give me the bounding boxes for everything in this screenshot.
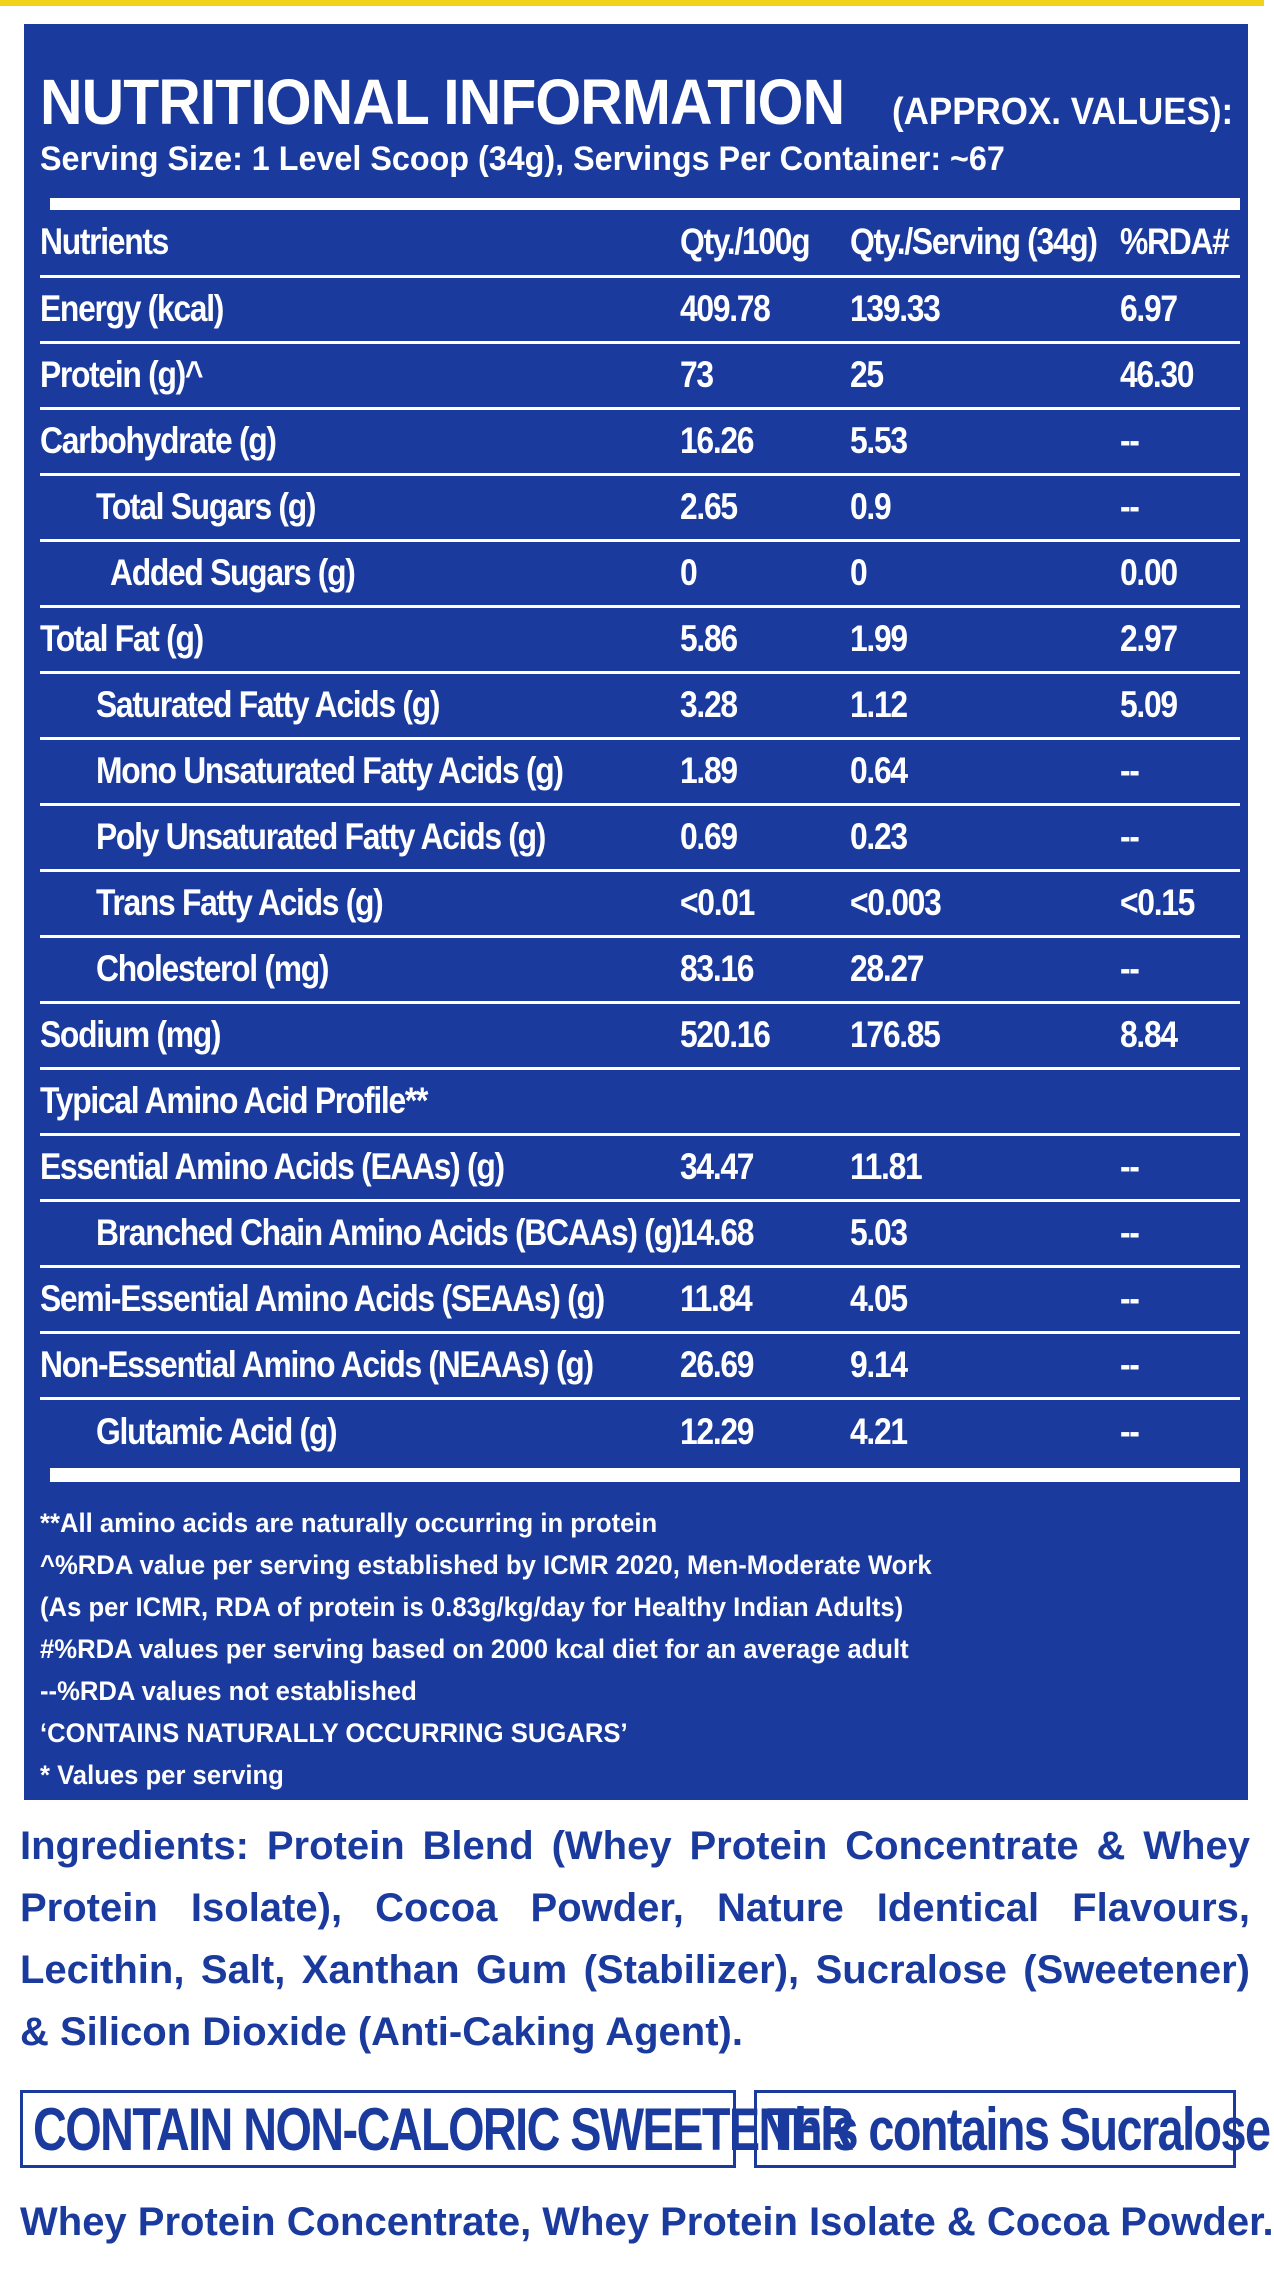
nutrient-name: Mono Unsaturated Fatty Acids (g)	[40, 738, 680, 804]
qty-per-100g: 0.69	[680, 804, 850, 870]
nutrient-name: Added Sugars (g)	[40, 540, 680, 606]
table-bottom-divider	[50, 1468, 1240, 1482]
qty-per-serving: 176.85	[850, 1002, 1120, 1068]
nutrient-name: Energy (kcal)	[40, 276, 680, 342]
nutrient-name: Typical Amino Acid Profile**	[40, 1068, 680, 1134]
rda-value: 0.00	[1120, 540, 1240, 606]
table-row	[40, 540, 1240, 606]
header-rda: %RDA#	[1120, 210, 1240, 276]
rda-value: 46.30	[1120, 342, 1240, 408]
serving-size-line: Serving Size: 1 Level Scoop (34g), Servings Per Container: ~67	[40, 140, 1005, 178]
table-row	[40, 738, 1240, 804]
qty-per-serving: 0.64	[850, 738, 1120, 804]
ingredients-text: Protein Blend (Whey Protein Concentrate & Whey Protein Isolate), Cocoa Powder, Nature Identical Flavours, Lecithin, Salt, Xanthan Gum (Stabilizer), Sucralose (Sweetener) & Silicon Dioxide (Anti-Caking Agent).	[20, 1824, 1250, 2054]
qty-per-100g: 83.16	[680, 936, 850, 1002]
qty-per-100g: 0	[680, 540, 850, 606]
nutrient-name: Essential Amino Acids (EAAs) (g)	[40, 1134, 680, 1200]
qty-per-100g: 12.29	[680, 1410, 754, 1452]
qty-per-100g: <0.01	[680, 870, 850, 936]
rda-value: --	[1120, 474, 1240, 540]
table-row	[40, 1200, 1240, 1266]
header-divider	[50, 198, 1240, 210]
table-row	[40, 936, 1240, 1002]
table-header-row	[40, 210, 1240, 276]
table-row	[40, 276, 1240, 342]
qty-per-100g	[680, 1068, 850, 1134]
title-subtitle: (APPROX. VALUES):	[892, 91, 1234, 133]
top-accent-strip	[0, 0, 1264, 6]
page-title: NUTRITIONAL INFORMATION	[40, 66, 845, 138]
header-qty-serving: Qty./Serving (34g)	[850, 210, 1120, 276]
qty-per-100g: 34.47	[680, 1134, 850, 1200]
qty-per-serving: 5.03	[850, 1200, 1120, 1266]
table-row	[40, 342, 1240, 408]
table-row	[40, 1134, 1240, 1200]
rda-value: --	[1120, 1332, 1240, 1398]
qty-per-serving: 1.99	[850, 606, 1120, 672]
header-qty-100g: Qty./100g	[680, 210, 850, 276]
footnotes	[40, 1502, 1232, 1796]
nutrient-name: Glutamic Acid (g)	[96, 1410, 337, 1452]
nutrient-name: Branched Chain Amino Acids (BCAAs) (g)	[40, 1200, 680, 1266]
footnote: (As per ICMR, RDA of protein is 0.83g/kg/day for Healthy Indian Adults)	[40, 1592, 904, 1622]
table-row	[40, 474, 1240, 540]
nutrient-name: Cholesterol (mg)	[40, 936, 680, 1002]
nutrient-name: Sodium (mg)	[40, 1002, 680, 1068]
rda-value: --	[1120, 1134, 1240, 1200]
rda-value: --	[1120, 738, 1240, 804]
nutrient-name: Protein (g)^	[40, 342, 680, 408]
rda-value: 8.84	[1120, 1002, 1240, 1068]
qty-per-serving: 1.12	[850, 672, 1120, 738]
rda-value: --	[1120, 1200, 1240, 1266]
rda-value: 2.97	[1120, 606, 1240, 672]
table-row	[40, 1398, 1240, 1464]
table-row	[40, 408, 1240, 474]
header-nutrients: Nutrients	[40, 210, 680, 276]
qty-per-serving: 4.05	[850, 1266, 1120, 1332]
nutrition-table	[40, 210, 1240, 1464]
table-row	[40, 606, 1240, 672]
title-row	[40, 44, 1234, 138]
sucralose-box: This contains Sucralose	[754, 2090, 1236, 2168]
qty-per-100g: 26.69	[680, 1332, 850, 1398]
qty-per-100g: 520.16	[680, 1002, 850, 1068]
rda-value: <0.15	[1120, 870, 1240, 936]
nutrient-name: Saturated Fatty Acids (g)	[40, 672, 680, 738]
footnote: * Values per serving	[40, 1760, 284, 1790]
qty-per-serving: 4.21	[850, 1410, 907, 1452]
qty-per-100g: 409.78	[680, 276, 850, 342]
qty-per-100g: 2.65	[680, 474, 850, 540]
qty-per-serving: <0.003	[850, 870, 1120, 936]
table-row	[40, 804, 1240, 870]
qty-per-serving: 139.33	[850, 276, 1120, 342]
rda-value: --	[1120, 1266, 1240, 1332]
qty-per-serving: 11.81	[850, 1134, 1120, 1200]
qty-per-100g: 11.84	[680, 1266, 850, 1332]
nutrition-panel	[24, 24, 1248, 1800]
qty-per-serving: 9.14	[850, 1332, 1120, 1398]
footnote: ‘CONTAINS NATURALLY OCCURRING SUGARS’	[40, 1718, 628, 1748]
rda-value: --	[1120, 408, 1240, 474]
footnote: --%RDA values not established	[40, 1676, 417, 1706]
qty-per-100g: 14.68	[680, 1200, 850, 1266]
qty-per-serving: 5.53	[850, 408, 1120, 474]
qty-per-serving	[850, 1068, 1120, 1134]
rda-value	[1120, 1068, 1240, 1134]
rda-value: 5.09	[1120, 672, 1240, 738]
table-row	[40, 1332, 1240, 1398]
qty-per-serving: 0.9	[850, 474, 1120, 540]
rda-value: 6.97	[1120, 276, 1240, 342]
footnote: #%RDA values per serving based on 2000 kcal diet for an average adult	[40, 1634, 909, 1664]
qty-per-serving: 0	[850, 540, 1120, 606]
qty-per-100g: 1.89	[680, 738, 850, 804]
qty-per-100g: 3.28	[680, 672, 850, 738]
qty-per-serving: 25	[850, 342, 1120, 408]
nutrient-name: Total Fat (g)	[40, 606, 680, 672]
qty-per-100g: 5.86	[680, 606, 850, 672]
rda-value: --	[1120, 804, 1240, 870]
nutrient-name: Non-Essential Amino Acids (NEAAs) (g)	[40, 1332, 680, 1398]
sweetener-notices	[20, 2090, 1270, 2168]
ingredients-label: Ingredients:	[20, 1824, 249, 1868]
nutrient-name: Trans Fatty Acids (g)	[40, 870, 680, 936]
nutrient-name: Semi-Essential Amino Acids (SEAAs) (g)	[40, 1266, 680, 1332]
footnote: ^%RDA value per serving established by ICMR 2020, Men-Moderate Work	[40, 1550, 932, 1580]
qty-per-serving: 0.23	[850, 804, 1120, 870]
footer-text: Whey Protein Concentrate, Whey Protein Isolate & Cocoa Powder.	[20, 2200, 1274, 2244]
rda-value: --	[1120, 1410, 1139, 1452]
nutrient-name: Total Sugars (g)	[40, 474, 680, 540]
nutrient-name: Carbohydrate (g)	[40, 408, 680, 474]
table-row	[40, 1002, 1240, 1068]
table-row	[40, 672, 1240, 738]
rda-value: --	[1120, 936, 1240, 1002]
nutrient-name: Poly Unsaturated Fatty Acids (g)	[40, 804, 680, 870]
qty-per-100g: 73	[680, 342, 850, 408]
table-row	[40, 870, 1240, 936]
non-caloric-sweetener-box: CONTAIN NON-CALORIC SWEETENER	[20, 2090, 736, 2168]
ingredients-section	[20, 1815, 1250, 2063]
table-row	[40, 1266, 1240, 1332]
qty-per-100g: 16.26	[680, 408, 850, 474]
footnote: **All amino acids are naturally occurring in protein	[40, 1508, 658, 1538]
qty-per-serving: 28.27	[850, 936, 1120, 1002]
table-row	[40, 1068, 1240, 1134]
